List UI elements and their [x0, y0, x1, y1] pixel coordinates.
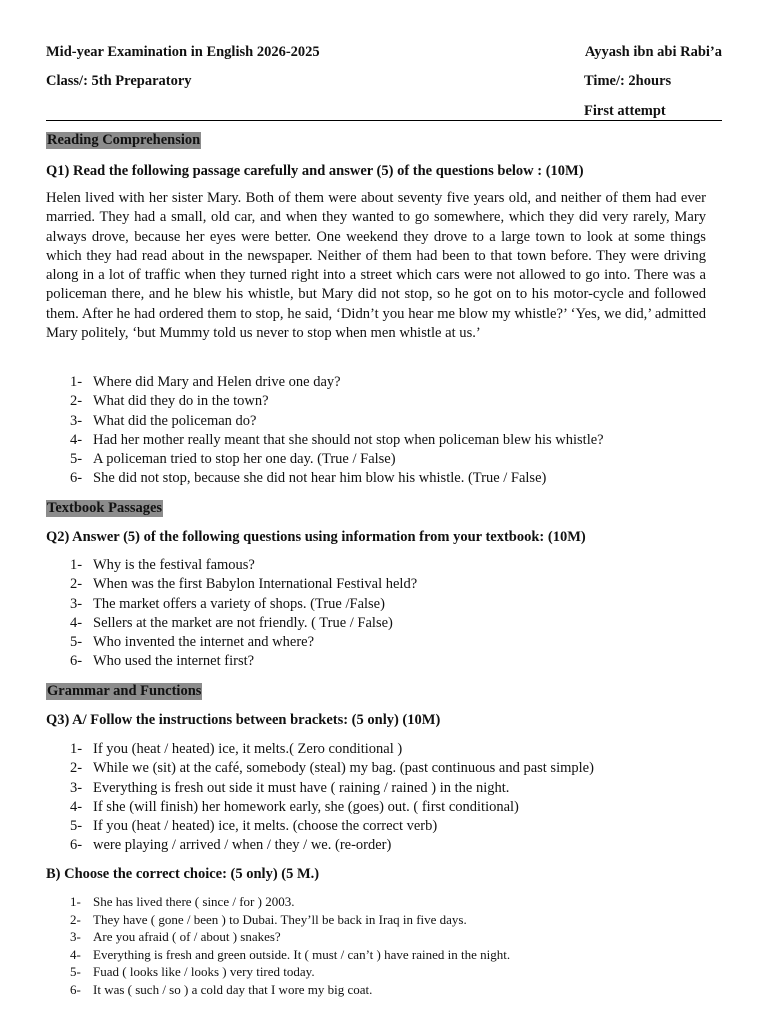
section-reading-comprehension: Reading Comprehension	[47, 132, 201, 148]
q3-part-a-title: Q3) A/ Follow the instructions between brackets: (5 only) (10M)	[46, 712, 441, 728]
exam-page: Mid-year Examination in English 2026-2025 Ayyash ibn abi Rabi’a Class/: 5th Preparatory Time/: 2hours First attempt Reading Comprehension Q1) Read the following passage carefully and answer (5) of the questions below : (10M) Helen lived with her sister Mary. Both of them were about seventy five years old, and neither of them had ever married. They had a small, old car, and when they wanted to go somewhere, which they did very rarely, Mary always drove, because her eyes were better. One weekend they drove to a large town to look at some things which they had read about in the newspaper. Neither of them had been to that town before. They were driving along in a lot of traffic when they turned right into a street which cars were not allowed to go into. There was a policeman there, and he blew his whistle, but Mary did not stop, so he got on to his motor-cycle and followed them. After he had ordered them to stop, he said, ‘Didn’t you hear me blow my whistle?’ ‘Yes, we did,’ admitted Mary politely, ‘but Mummy told us never to stop when men whistle at us.’ 1- Where did Mary and Helen drive one day? 2- What did they do in the town? 3- What did the policeman do? 4- Had her mother really meant that she should not stop when policeman blew his whistle? 5- A policeman tried to stop her one day. (True / False) 6- She did not stop, because she did not hear him blow his whistle. (True / False) Textbook Passages Q2) Answer (5) of the following questions using information from your textbook: (10M) 1- Why is the festival famous? 2- When was the first Babylon International Festival held? 3- The market offers a variety of shops. (True /False) 4- Sellers at the market are not friendly. ( True / False) 5- Who invented the internet and where? 6- Who used the internet first? Grammar and Functions Q3) A/ Follow the instructions between brackets: (5 only) (10M) 1- If you (heat / heated) ice, it melts.( Zero conditional ) 2- While we (sit) at the café, somebody (steal) my bag. (past continuous and past simple) 3- Everything is fresh out side it must have ( raining / rained ) in the night. 4- If she (will finish) her homework early, she (goes) out. ( first conditional) 5- If you (heat / heated) ice, it melts. (choose the correct verb) 6- were playing / arrived / when / they / we. (re-order) B) Choose the correct choice: (5 only) (5 M.) 1- She has lived there ( since / for ) 2003. 2- They have ( gone / been ) to Dubai. They’ll be back in Iraq in five days. 3- Are you afraid ( of / about ) snakes? 4- Everything is fresh and green outside. It ( must / can’t ) have rained in the night. 5- Fuad ( looks like / looks ) very tired today. 6- It was ( such / so ) a cold day that I wore my big coat.	[46, 44, 722, 997]
section-grammar-functions: Grammar and Functions	[47, 683, 202, 699]
time-label: Time/: 2hours	[584, 73, 672, 89]
header-divider	[46, 120, 722, 121]
class-label: Class/: 5th Preparatory	[46, 73, 192, 89]
section-textbook-passages: Textbook Passages	[47, 500, 163, 516]
school-name: Ayyash ibn abi Rabi’a	[584, 44, 722, 60]
exam-title: Mid-year Examination in English 2026-2025	[46, 44, 320, 60]
q3-part-b-title: B) Choose the correct choice: (5 only) (5 M.)	[46, 866, 320, 882]
q1-title: Q1) Read the following passage carefully and answer (5) of the questions below : (10M)	[46, 163, 584, 179]
attempt-label: First attempt	[584, 103, 666, 119]
q2-title: Q2) Answer (5) of the following questions using information from your textbook: (10M)	[46, 529, 586, 545]
reading-passage: Helen lived with her sister Mary. Both of them were about seventy five years old, and neither of them had ever married. They had a small, old car, and when they wanted to go somewhere, which they did very rarely, Mary always drove, because her eyes were better. One weekend they drove to a large town to look at some things which they had read about in the newspaper. Neither of them had been to that town before. They were driving along in a lot of traffic when they turned right into a street which cars were not allowed to go into. There was a policeman there, and he blew his whistle, but Mary did not stop, so he got on to his motor-cycle and followed them. After he had ordered them to stop, he said, ‘Didn’t you hear me blow my whistle?’ ‘Yes, we did,’ admitted Mary politely, ‘but Mummy told us never to stop when men whistle at us.’	[46, 190, 706, 342]
